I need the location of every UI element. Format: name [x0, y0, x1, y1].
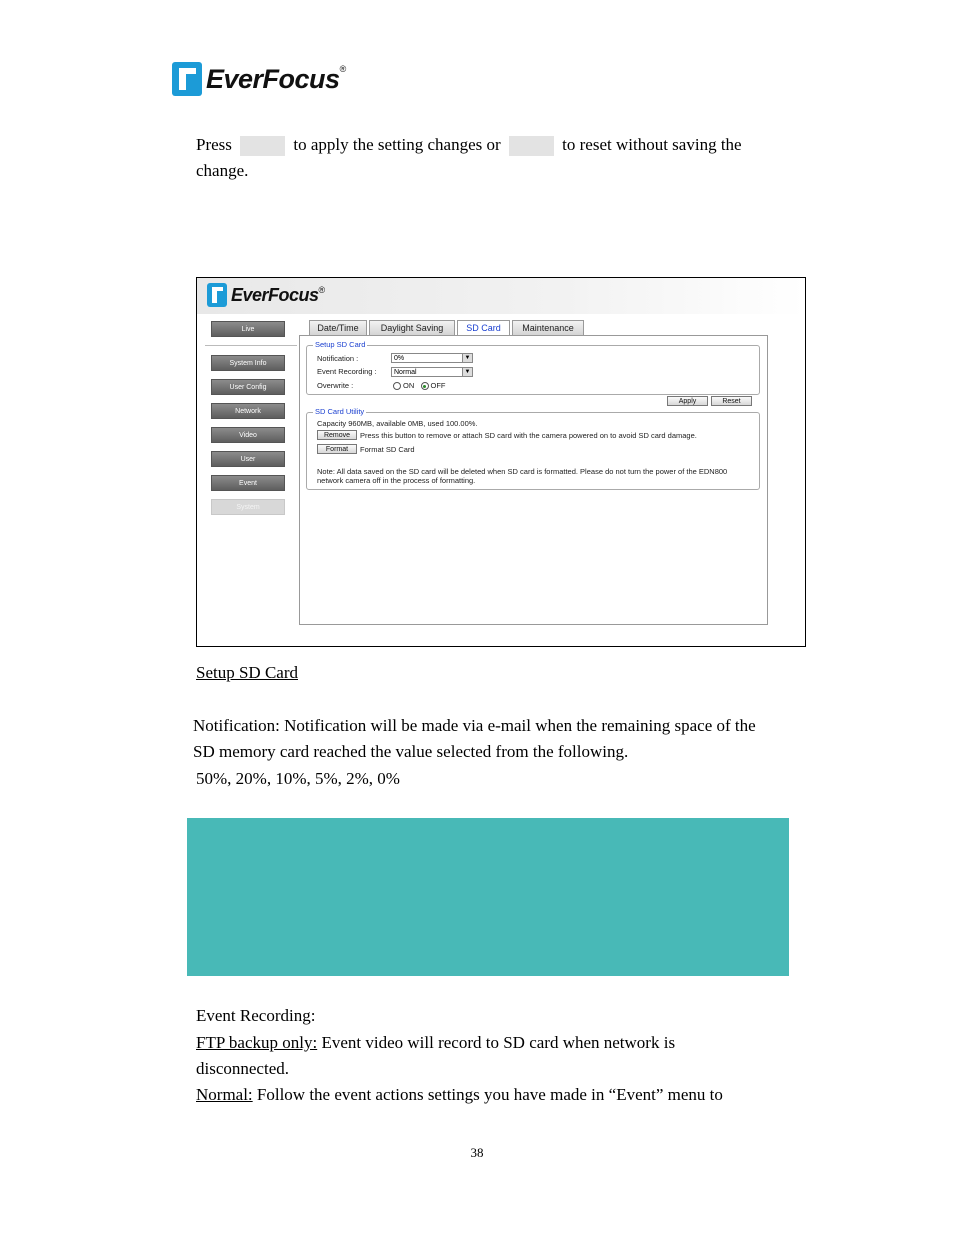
- ftp-backup-text: Event video will record to SD card when network is: [317, 1033, 676, 1052]
- intro-press: Press: [196, 135, 232, 154]
- teal-note-box: [187, 818, 789, 976]
- normal-label: Normal:: [196, 1085, 253, 1104]
- sd-card-screenshot: [196, 277, 806, 647]
- sidebar-item-user[interactable]: User: [211, 451, 285, 467]
- logo-mark-icon: [172, 62, 202, 96]
- intro-reset-text: to reset without saving the: [562, 135, 742, 154]
- sidebar-item-system[interactable]: System: [211, 499, 285, 515]
- event-recording-title: Event Recording:: [196, 1006, 316, 1025]
- overwrite-label: Overwrite :: [317, 381, 354, 390]
- reset-button[interactable]: Reset: [711, 396, 752, 406]
- section-title: Setup SD Card: [196, 663, 298, 682]
- setup-group-legend: Setup SD Card: [315, 340, 366, 349]
- normal-text: Follow the event actions settings you have made in “Event” menu to: [252, 1085, 723, 1104]
- overwrite-options: [393, 381, 446, 390]
- intro-line2: change.: [196, 161, 249, 180]
- event-recording-select[interactable]: [391, 367, 473, 377]
- sidebar-divider: [205, 345, 297, 346]
- settings-panel: [299, 335, 768, 625]
- notification-label: Notification :: [317, 354, 359, 363]
- logo-text: EverFocus: [206, 63, 340, 94]
- registered-mark: ®: [339, 63, 346, 74]
- screenshot-header: [197, 278, 805, 314]
- notification-select[interactable]: [391, 353, 473, 363]
- screenshot-logo-text: EverFocus: [231, 284, 319, 305]
- ftp-backup-line2: disconnected.: [196, 1059, 289, 1078]
- event-recording-value: Normal: [394, 369, 417, 376]
- screenshot-logo-icon: [207, 283, 227, 307]
- format-description: Format SD Card: [360, 445, 415, 454]
- intro-paragraph: [196, 132, 796, 158]
- apply-button-image: [240, 136, 285, 156]
- overwrite-on-label: ON: [403, 381, 415, 390]
- sd-card-utility-group: [306, 407, 760, 490]
- sidebar-item-network[interactable]: Network: [211, 403, 285, 419]
- format-button[interactable]: Format: [317, 444, 357, 454]
- tab-maintenance[interactable]: Maintenance: [512, 320, 584, 335]
- notification-value: 0%: [394, 355, 405, 362]
- intro-apply-text: to apply the setting changes or: [293, 135, 501, 154]
- sidebar-item-live[interactable]: Live: [211, 321, 285, 337]
- sidebar-item-user-config[interactable]: User Config: [211, 379, 285, 395]
- screenshot-logo: [207, 283, 325, 307]
- tab-date-time[interactable]: Date/Time: [309, 320, 367, 335]
- page-number: 38: [470, 1145, 484, 1160]
- format-note-line2: network camera off in the process of formatting.: [317, 476, 476, 485]
- reset-button-image: [509, 136, 554, 156]
- format-note-line1: Note: All data saved on the SD card will be deleted when SD card is formatted. Please do not turn the power of the EDN800: [317, 467, 728, 476]
- screenshot-reg-mark: ®: [318, 284, 325, 295]
- tab-sd-card[interactable]: SD Card: [457, 320, 510, 335]
- utility-group-legend: SD Card Utility: [315, 407, 365, 416]
- overwrite-off-radio[interactable]: [421, 382, 429, 390]
- chevron-down-icon: ▼: [462, 354, 472, 362]
- overwrite-off-label: OFF: [430, 381, 446, 390]
- normal-line: [196, 1082, 723, 1108]
- remove-description: Press this button to remove or attach SD card with the camera powered on to avoid SD card damage.: [360, 431, 697, 440]
- notification-options: 50%, 20%, 10%, 5%, 2%, 0%: [196, 769, 400, 788]
- chevron-down-icon: ▼: [462, 368, 472, 376]
- sidebar-item-video[interactable]: Video: [211, 427, 285, 443]
- sidebar-item-event[interactable]: Event: [211, 475, 285, 491]
- tab-daylight-saving[interactable]: Daylight Saving: [369, 320, 455, 335]
- notification-line1: Notification: Notification will be made via e-mail when the remaining space of the: [193, 716, 756, 735]
- ftp-backup-label: FTP backup only:: [196, 1033, 318, 1052]
- capacity-text: Capacity 960MB, available 0MB, used 100.00%.: [317, 419, 478, 428]
- everfocus-logo: [172, 62, 346, 96]
- sidebar-item-system-info[interactable]: System Info: [211, 355, 285, 371]
- apply-button[interactable]: Apply: [667, 396, 708, 406]
- setup-sd-card-group: [306, 340, 760, 395]
- ftp-backup-line: [196, 1030, 675, 1056]
- overwrite-on-radio[interactable]: [393, 382, 401, 390]
- remove-button[interactable]: Remove: [317, 430, 357, 440]
- notification-line2: SD memory card reached the value selected from the following.: [193, 742, 629, 761]
- event-recording-label: Event Recording :: [317, 367, 377, 376]
